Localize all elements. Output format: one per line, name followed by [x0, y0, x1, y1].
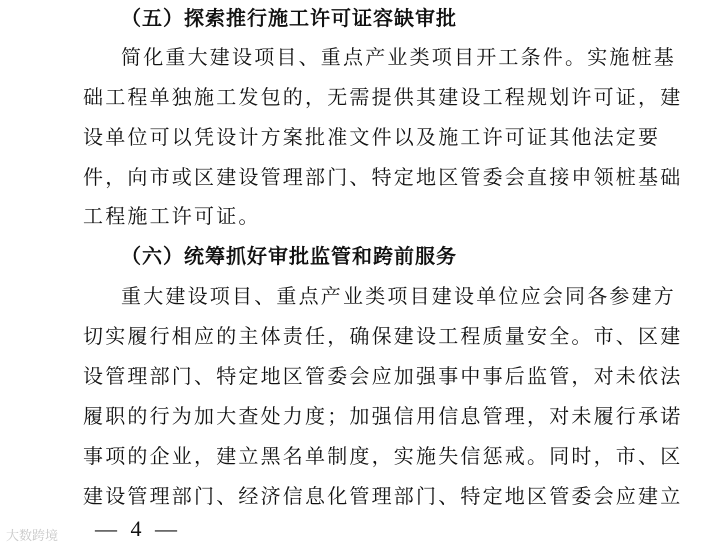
paragraph-line: 履职的行为加大查处力度；加强信用信息管理，对未履行承诺 — [83, 404, 683, 428]
paragraph-line: 重大建设项目、重点产业类项目建设单位应会同各参建方 — [121, 284, 676, 308]
paragraph-line: 工程施工许可证。 — [83, 204, 261, 228]
page-number: — 4 — — [95, 516, 181, 541]
paragraph-line: 切实履行相应的主体责任，确保建设工程质量安全。市、区建 — [83, 324, 683, 348]
paragraph-line: 件，向市或区建设管理部门、特定地区管委会直接申领桩基础 — [83, 165, 683, 189]
watermark: 大数跨境 — [6, 529, 59, 544]
paragraph-line: 简化重大建设项目、重点产业类项目开工条件。实施桩基 — [121, 45, 676, 69]
paragraph-line: 设管理部门、特定地区管委会应加强事中事后监管，对未依法 — [83, 364, 683, 388]
paragraph-line: 建设管理部门、经济信息化管理部门、特定地区管委会应建立 — [83, 484, 683, 508]
section-heading-5: （五）探索推行施工许可证容缺审批 — [121, 6, 457, 30]
paragraph-line: 事项的企业，建立黑名单制度，实施失信惩戒。同时，市、区 — [83, 444, 683, 468]
paragraph-line: 础工程单独施工发包的，无需提供其建设工程规划许可证，建 — [83, 85, 683, 109]
section-heading-6: （六）统筹抓好审批监管和跨前服务 — [121, 244, 457, 268]
paragraph-line: 设单位可以凭设计方案批准文件以及施工许可证其他法定要 — [83, 125, 661, 149]
